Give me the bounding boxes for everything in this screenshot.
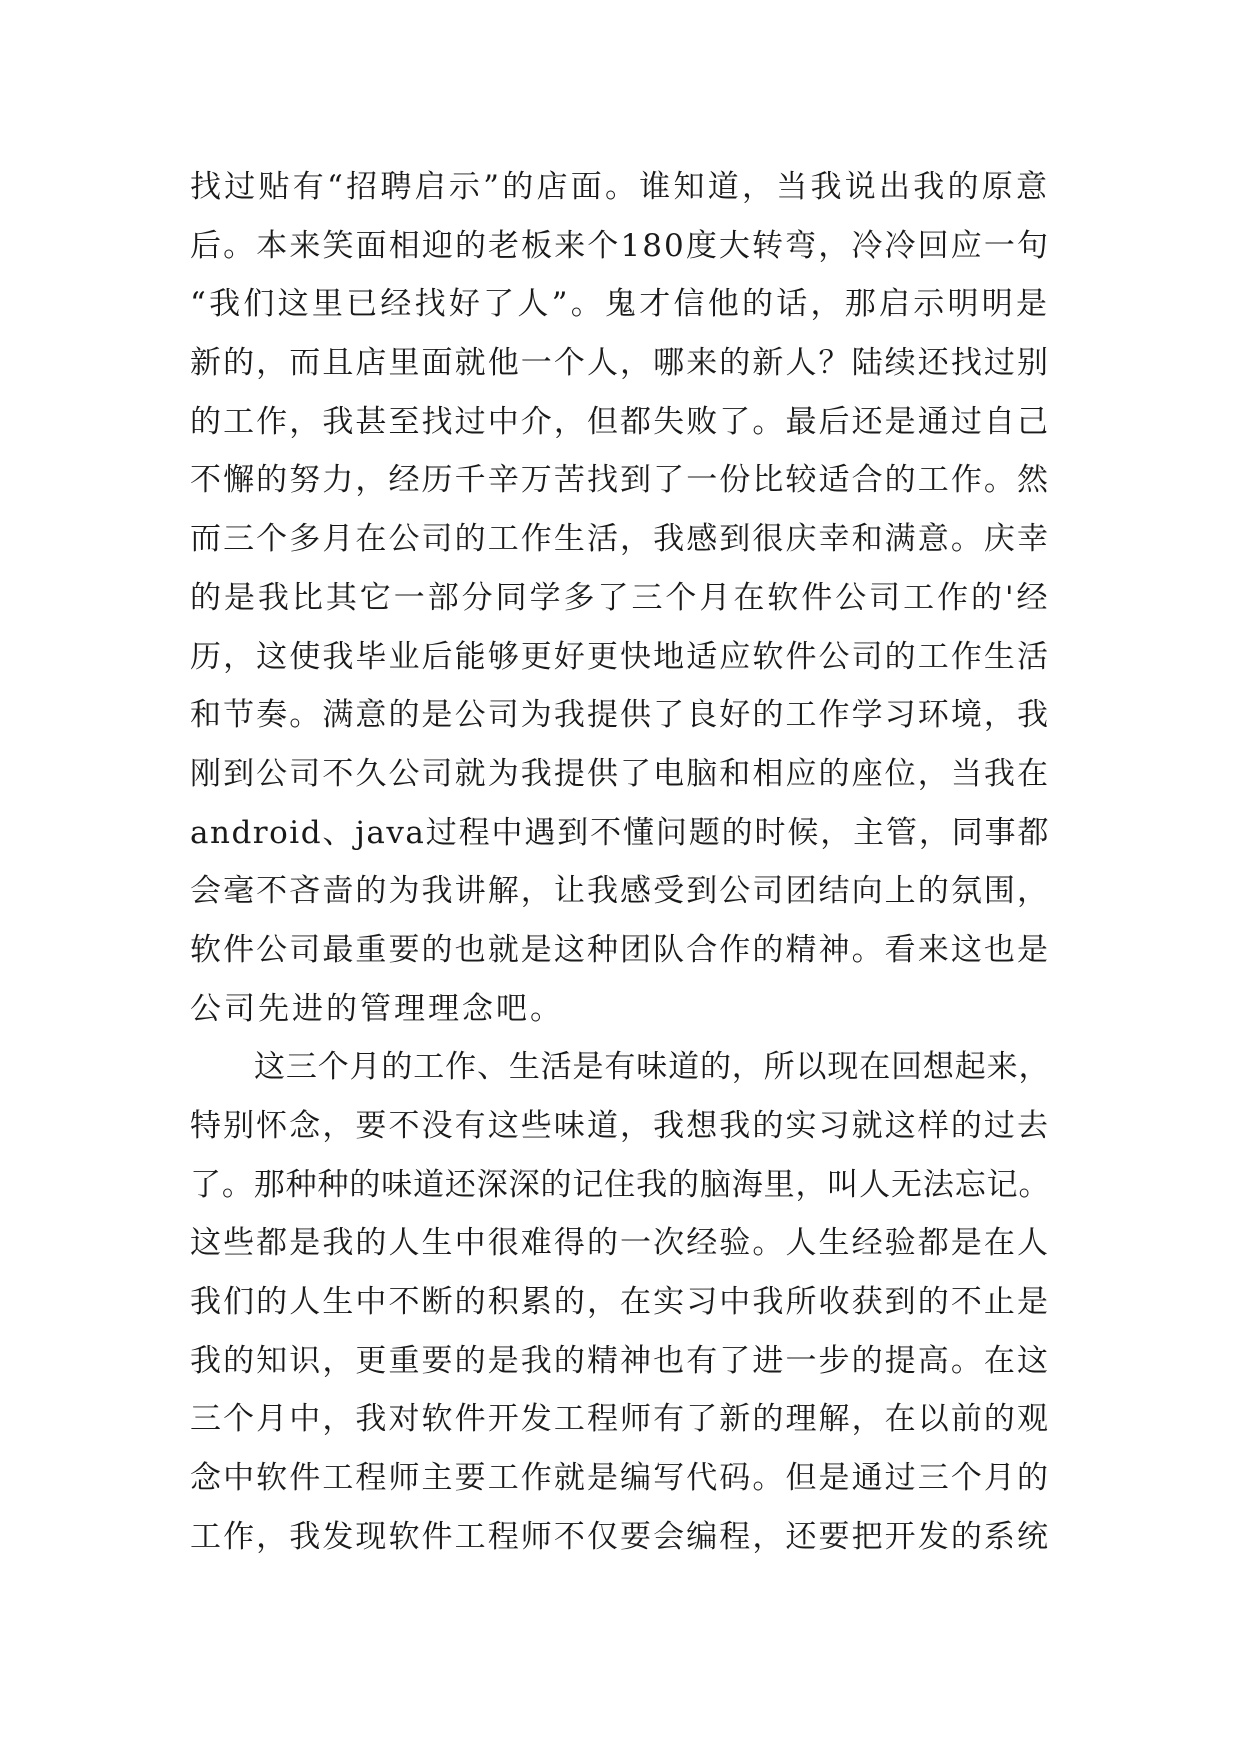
text-line: 的工作，我甚至找过中介，但都失败了。最后还是通过自己 — [190, 403, 1050, 440]
text-line: 了。那种种的味道还深深的记住我的脑海里，叫人无法忘记。 — [190, 1166, 1050, 1203]
text-line: android、java过程中遇到不懂问题的时候，主管，同事都 — [190, 814, 1050, 851]
text-line: 历，这使我毕业后能够更好更快地适应软件公司的工作生活 — [190, 638, 1050, 675]
text-line: 我们的人生中不断的积累的，在实习中我所收获到的不止是 — [190, 1284, 1050, 1321]
text-line: 的是我比其它一部分同学多了三个月在软件公司工作的'经 — [190, 579, 1050, 616]
text-line: 三个月中，我对软件开发工程师有了新的理解，在以前的观 — [190, 1401, 1050, 1438]
text-line: 这些都是我的人生中很难得的一次经验。人生经验都是在人 — [190, 1225, 1050, 1262]
text-line: 特别怀念，要不没有这些味道，我想我的实习就这样的过去 — [190, 1108, 1050, 1144]
text-line: 而三个多月在公司的工作生活，我感到很庆幸和满意。庆幸 — [190, 521, 1050, 558]
text-line: 刚到公司不久公司就为我提供了电脑和相应的座位，当我在 — [190, 755, 1050, 792]
text-line: 会毫不吝啬的为我讲解，让我感受到公司团结向上的氛围， — [190, 873, 1050, 910]
text-line: 和节奏。满意的是公司为我提供了良好的工作学习环境，我 — [190, 697, 1050, 734]
text-line: 工作，我发现软件工程师不仅要会编程，还要把开发的系统 — [190, 1518, 1050, 1555]
text-line: 软件公司最重要的也就是这种团队合作的精神。看来这也是 — [190, 931, 1050, 968]
text-line: 不懈的努力，经历千辛万苦找到了一份比较适合的工作。然 — [190, 462, 1050, 499]
text-line: 找过贴有“招聘启示”的店面。谁知道，当我说出我的原意 — [190, 169, 1050, 205]
text-line: 这三个月的工作、生活是有味道的，所以现在回想起来， — [254, 1049, 1050, 1086]
text-line: 后。本来笑面相迎的老板来个180度大转弯，冷冷回应一句 — [190, 227, 1050, 264]
text-line: “我们这里已经找好了人”。鬼才信他的话，那启示明明是 — [190, 286, 1050, 323]
text-line: 念中软件工程师主要工作就是编写代码。但是通过三个月的 — [190, 1460, 1050, 1497]
text-line: 公司先进的管理理念吧。 — [190, 990, 564, 1027]
text-line: 新的，而且店里面就他一个人，哪来的新人？陆续还找过别 — [190, 345, 1050, 382]
body-text — [190, 158, 1050, 1567]
text-line: 我的知识，更重要的是我的精神也有了进一步的提高。在这 — [190, 1342, 1050, 1379]
